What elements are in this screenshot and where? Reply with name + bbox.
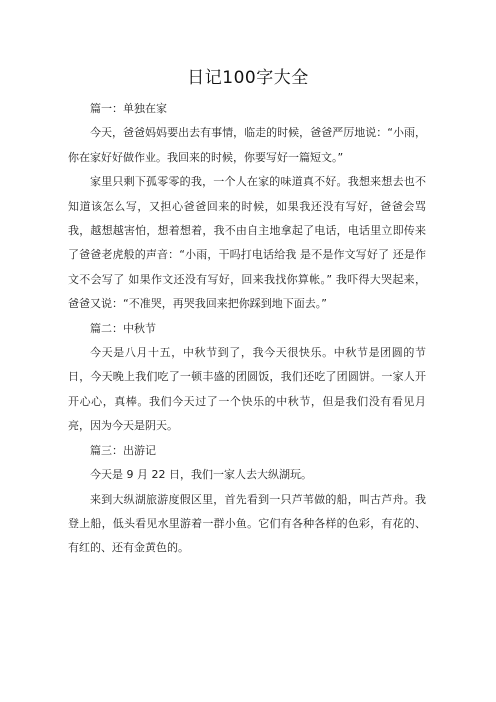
document-title: 日记100字大全 bbox=[187, 68, 309, 88]
section-heading: 篇二：中秋节 bbox=[90, 321, 156, 335]
paragraph: 今天是八月十五，中秋节到了，我今天很快乐。中秋节是团圆的节日，今天晚上我们吃了一顿丰盛的团圆饭，我们还吃了团圆饼。一家人开开心心，真棒。我们今天过了一个快乐的中秋节，但是我们没有看见月亮，因为今天是阴天。 bbox=[68, 346, 426, 433]
paragraph: 来到大纵湖旅游度假区里，首先看到一只芦苇做的船，叫古芦舟。我登上船，低头看见水里游着一群小鱼。它们有各种各样的色彩，有花的、有红的、还有金黄色的。 bbox=[68, 492, 426, 555]
document-body bbox=[68, 97, 426, 561]
section-heading: 篇一：单独在家 bbox=[90, 102, 167, 115]
paragraph: 今天是 9 月 22 日，我们一家人去大纵湖玩。 bbox=[90, 468, 312, 482]
paragraph: 家里只剩下孤零零的我，一个人在家的味道真不好。我想来想去也不知道该怎么写，又担心爸爸回来的时候，如果我还没有写好，爸爸会骂我，越想越害怕，想着想着，我不由自主地拿起了电话，电话里立即传来了爸爸老虎般的声音：“小雨，干吗打电话给我 是不是作文写好了 还是作文不会写了 如果作文还没有写好，回来我找你算帐。” 我吓得大哭起来，爸爸又说：“不准哭，再哭我回来把你踩到地下面去。” bbox=[68, 175, 426, 311]
section-heading: 篇三：出游记 bbox=[90, 443, 156, 457]
paragraph: 今天，爸爸妈妈要出去有事情，临走的时候，爸爸严厉地说：“小雨，你在家好好做作业。我回来的时候，你要写好一篇短文。” bbox=[68, 126, 426, 164]
